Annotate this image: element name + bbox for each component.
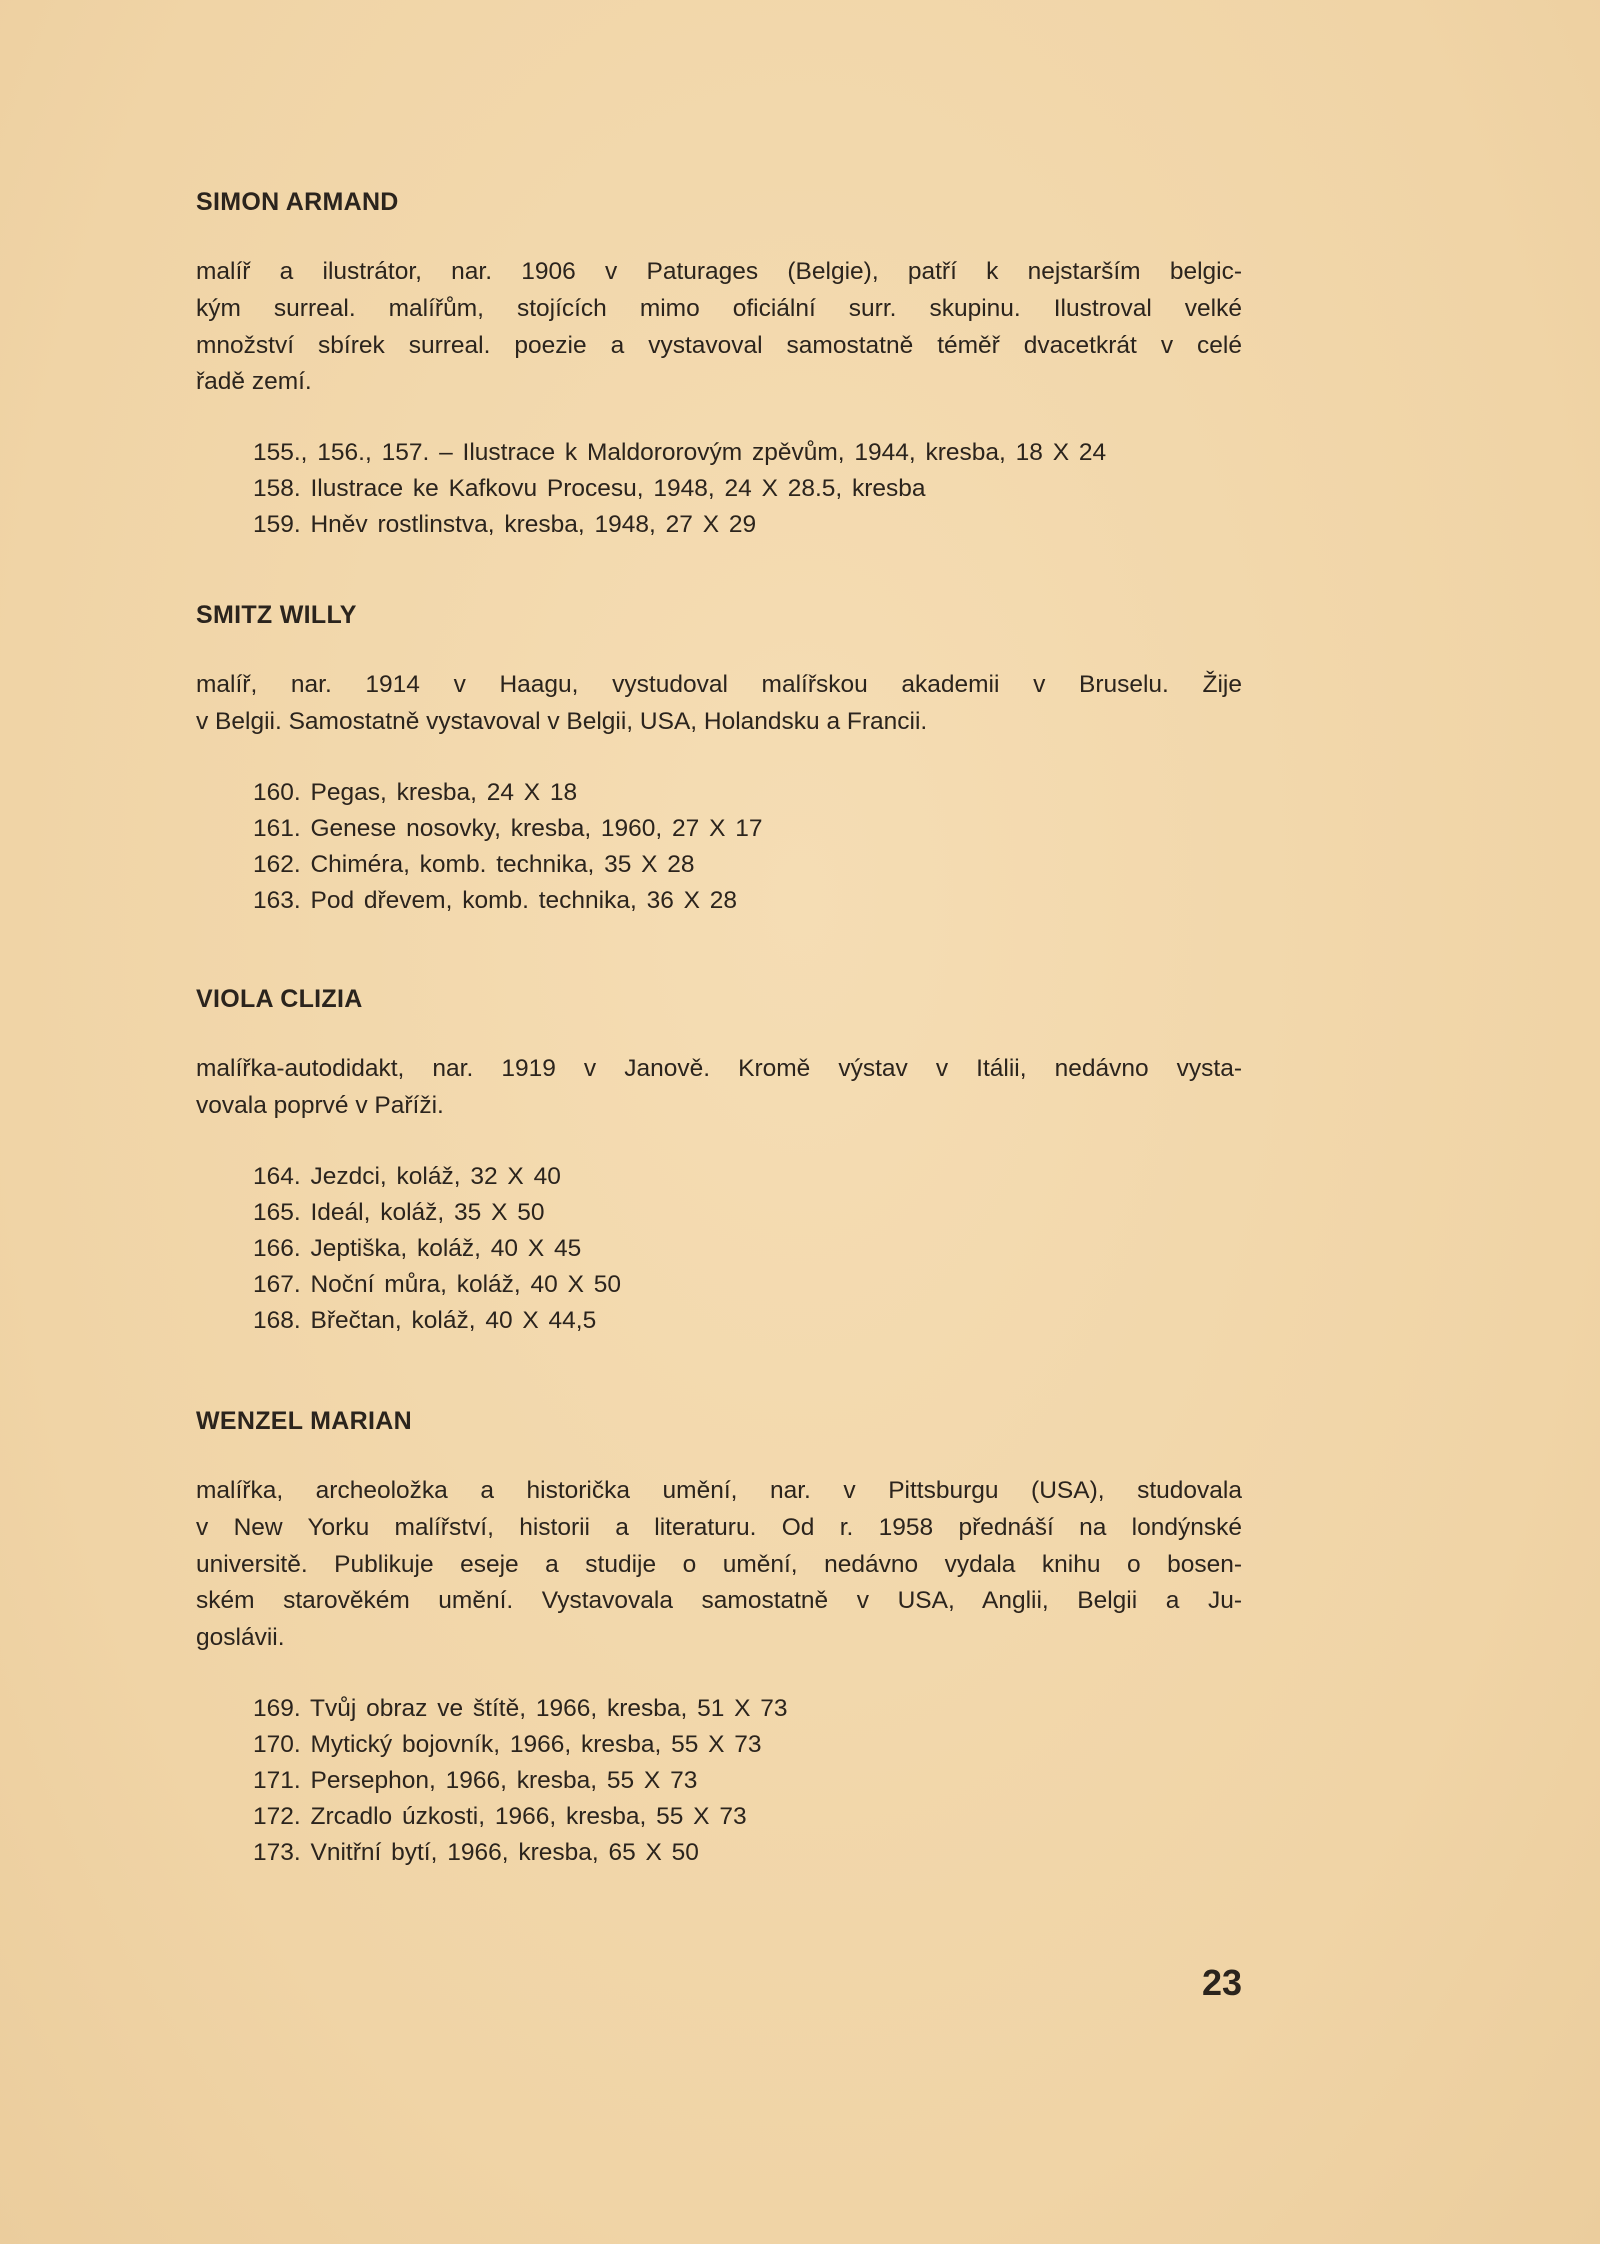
works-list (196, 1691, 1242, 1871)
work-item: 164. Jezdci, koláž, 32 X 40 (253, 1162, 561, 1190)
artist-name: SMITZ WILLY (196, 601, 357, 629)
artist-biography (196, 254, 1242, 401)
biography-line: vovala poprvé v Paříži. (196, 1091, 444, 1119)
biography-line: v New Yorku malířství, historii a literaturu. Od r. 1958 přednáší na londýnské (196, 1513, 1242, 1541)
work-item: 167. Noční můra, koláž, 40 X 50 (253, 1270, 621, 1298)
artist-entry (196, 981, 1242, 1339)
artist-entry (196, 1403, 1242, 1871)
work-item: 169. Tvůj obraz ve štítě, 1966, kresba, 51 X 73 (253, 1694, 788, 1722)
artist-biography (196, 1051, 1242, 1125)
artist-name: VIOLA CLIZIA (196, 985, 363, 1013)
works-list (196, 435, 1242, 543)
works-list (196, 775, 1242, 919)
biography-line: v Belgii. Samostatně vystavoval v Belgii, USA, Holandsku a Francii. (196, 707, 928, 735)
work-item: 158. Ilustrace ke Kafkovu Procesu, 1948, 24 X 28.5, kresba (253, 475, 926, 503)
artist-name: SIMON ARMAND (196, 188, 399, 216)
work-item: 171. Persephon, 1966, kresba, 55 X 73 (253, 1766, 698, 1794)
biography-line: malířka, archeoložka a historička umění, nar. v Pittsburgu (USA), studovala (196, 1477, 1242, 1504)
artist-biography (196, 1473, 1242, 1657)
work-item: 172. Zrcadlo úzkosti, 1966, kresba, 55 X 73 (253, 1802, 747, 1830)
work-item: 165. Ideál, koláž, 35 X 50 (253, 1198, 545, 1226)
biography-line: goslávii. (196, 1624, 285, 1652)
biography-line: universitě. Publikuje eseje a studije o umění, nedávno vydala knihu o bosen- (196, 1550, 1242, 1578)
biography-line: malíř a ilustrátor, nar. 1906 v Paturages (Belgie), patří k nejstarším belgic- (196, 258, 1242, 285)
work-item: 166. Jeptiška, koláž, 40 X 45 (253, 1234, 582, 1262)
artist-entry (196, 184, 1242, 543)
work-item: 163. Pod dřevem, komb. technika, 36 X 28 (253, 886, 738, 914)
work-item: 159. Hněv rostlinstva, kresba, 1948, 27 X 29 (253, 511, 757, 539)
work-item: 162. Chiméra, komb. technika, 35 X 28 (253, 850, 695, 878)
work-item: 161. Genese nosovky, kresba, 1960, 27 X 17 (253, 814, 763, 842)
work-item: 173. Vnitřní bytí, 1966, kresba, 65 X 50 (253, 1838, 699, 1866)
work-item: 155., 156., 157. – Ilustrace k Maldororovým zpěvům, 1944, kresba, 18 X 24 (253, 439, 1107, 467)
biography-line: malířka-autodidakt, nar. 1919 v Janově. Kromě výstav v Itálii, nedávno vysta- (196, 1055, 1242, 1082)
biography-line: řadě zemí. (196, 368, 312, 396)
page-number: 23 (1202, 1962, 1243, 2003)
biography-line: ském starověkém umění. Vystavovala samostatně v USA, Anglii, Belgii a Ju- (196, 1587, 1242, 1615)
artist-entry (196, 597, 1242, 919)
works-list (196, 1159, 1242, 1339)
biography-line: kým surreal. malířům, stojících mimo oficiální surr. skupinu. Ilustroval velké (196, 294, 1242, 322)
work-item: 170. Mytický bojovník, 1966, kresba, 55 X 73 (253, 1730, 762, 1758)
work-item: 160. Pegas, kresba, 24 X 18 (253, 778, 578, 806)
biography-line: malíř, nar. 1914 v Haagu, vystudoval malířskou akademii v Bruselu. Žije (196, 671, 1242, 698)
artist-name: WENZEL MARIAN (196, 1407, 412, 1435)
artist-biography (196, 667, 1242, 741)
work-item: 168. Břečtan, koláž, 40 X 44,5 (253, 1306, 597, 1334)
biography-line: množství sbírek surreal. poezie a vystavoval samostatně téměř dvacetkrát v celé (196, 331, 1242, 359)
